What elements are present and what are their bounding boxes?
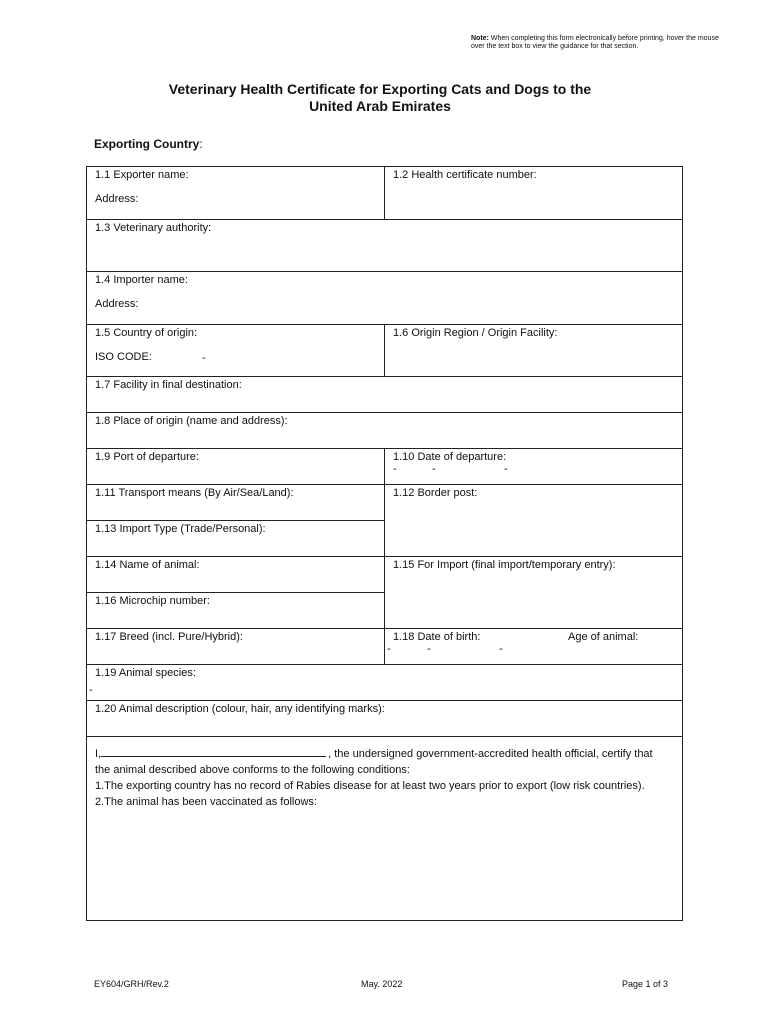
birth-date-dash-1: - [387, 643, 391, 655]
certification-item-1: 1.The exporting country has no record of Rabies disease for at least two years prior to export (low risk countries). [95, 780, 645, 792]
country-of-origin-label: 1.5 Country of origin: [95, 327, 198, 339]
name-of-animal-cell[interactable] [87, 557, 385, 593]
health-certificate-number-cell[interactable] [385, 167, 683, 220]
for-import-label: 1.15 For Import (final import/temporary entry): [393, 559, 616, 571]
official-name-blank[interactable] [101, 745, 326, 757]
certification-line-1 [95, 745, 674, 762]
port-of-departure-cell[interactable] [87, 449, 385, 485]
exporter-name-cell[interactable] [87, 167, 385, 220]
microchip-number-label: 1.16 Microchip number: [95, 595, 210, 607]
animal-description-cell[interactable] [87, 701, 683, 737]
date-of-departure-label: 1.10 Date of departure: [393, 451, 507, 463]
title-line-2: United Arab Emirates [309, 98, 451, 114]
exporting-country-colon: : [199, 137, 203, 151]
certification-item-2: 2.The animal has been vaccinated as follows: [95, 796, 317, 808]
document-title [100, 81, 660, 115]
port-of-departure-label: 1.9 Port of departure: [95, 451, 199, 463]
iso-code-dash: - [202, 352, 206, 364]
transport-means-cell[interactable] [87, 485, 385, 521]
import-type-cell[interactable] [87, 521, 385, 557]
origin-region-cell[interactable] [385, 325, 683, 377]
departure-date-dash-1: - [393, 463, 397, 475]
exporter-name-label: 1.1 Exporter name: [95, 169, 189, 181]
note-label: Note: [471, 35, 489, 42]
border-post-label: 1.12 Border post: [393, 487, 478, 499]
veterinary-authority-label: 1.3 Veterinary authority: [95, 222, 212, 234]
note-text: When completing this form electronically before printing, hover the mouse over the text box to view the guidance for that section. [471, 35, 719, 50]
date-of-birth-label: 1.18 Date of birth: [393, 631, 481, 643]
importer-address-label: Address: [95, 298, 139, 310]
iso-code-label: ISO CODE: [95, 351, 152, 363]
importer-name-label: 1.4 Importer name: [95, 274, 188, 286]
form-note [471, 35, 721, 51]
importer-name-cell[interactable] [87, 272, 683, 325]
for-import-cell[interactable] [385, 557, 683, 629]
certification-cell [87, 737, 683, 921]
facility-final-destination-cell[interactable] [87, 377, 683, 413]
name-of-animal-label: 1.14 Name of animal: [95, 559, 200, 571]
animal-species-outer-dash: - [89, 684, 93, 696]
title-line-1: Veterinary Health Certificate for Exporting Cats and Dogs to the [168, 81, 592, 97]
animal-species-cell[interactable] [87, 665, 683, 701]
import-type-label: 1.13 Import Type (Trade/Personal): [95, 523, 266, 535]
breed-cell[interactable] [87, 629, 385, 665]
border-post-cell[interactable] [385, 485, 683, 557]
birth-date-dash-3: - [499, 643, 503, 655]
country-of-origin-cell[interactable] [87, 325, 385, 377]
departure-date-dash-2: - [432, 463, 436, 475]
certification-line-1-suffix: , the undersigned government-accredited health official, certify that [328, 748, 653, 760]
animal-description-label: 1.20 Animal description (colour, hair, any identifying marks): [95, 703, 385, 715]
animal-species-label: 1.19 Animal species: [95, 667, 196, 679]
place-of-origin-cell[interactable] [87, 413, 683, 449]
exporting-country-label: Exporting Country [94, 137, 200, 151]
certificate-form-table [86, 166, 683, 921]
footer-date: May. 2022 [361, 979, 403, 989]
date-of-birth-cell[interactable] [385, 629, 683, 665]
footer-document-code: EY604/GRH/Rev.2 [94, 979, 169, 989]
birth-date-dash-2: - [427, 643, 431, 655]
date-of-departure-cell[interactable] [385, 449, 683, 485]
transport-means-label: 1.11 Transport means (By Air/Sea/Land): [95, 487, 294, 499]
certification-line-2: the animal described above conforms to the following conditions: [95, 764, 410, 776]
footer-page-number: Page 1 of 3 [622, 979, 669, 989]
veterinary-authority-cell[interactable] [87, 220, 683, 272]
certification-prefix: I, [95, 748, 102, 760]
exporter-address-label: Address: [95, 193, 139, 205]
health-certificate-number-label: 1.2 Health certificate number: [393, 169, 537, 181]
origin-region-label: 1.6 Origin Region / Origin Facility: [393, 327, 558, 339]
facility-final-destination-label: 1.7 Facility in final destination: [95, 379, 242, 391]
microchip-number-cell[interactable] [87, 593, 385, 629]
place-of-origin-label: 1.8 Place of origin (name and address): [95, 415, 288, 427]
breed-label: 1.17 Breed (incl. Pure/Hybrid): [95, 631, 243, 643]
age-of-animal-label: Age of animal: [568, 631, 639, 643]
exporting-country-field[interactable] [94, 137, 203, 151]
departure-date-dash-3: - [504, 463, 508, 475]
